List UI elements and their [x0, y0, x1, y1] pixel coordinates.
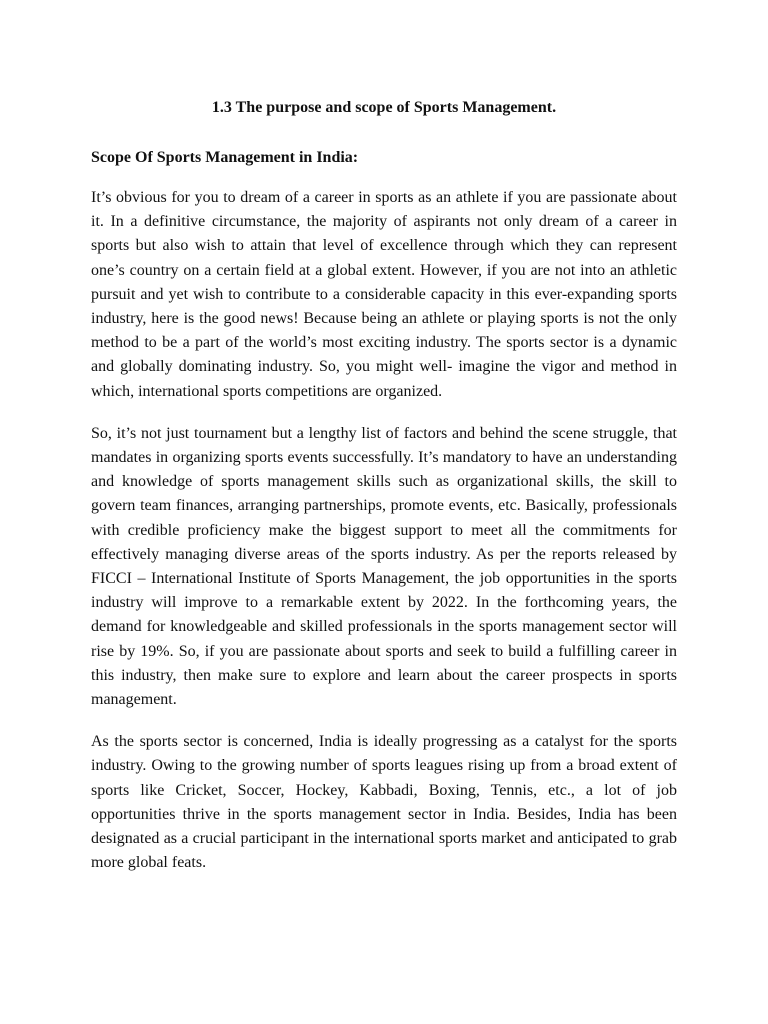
body-paragraph-1: It’s obvious for you to dream of a career in sports as an athlete if you are passionate about it. In a definitive circumstance, the majority of aspirants not only dream of a career in sports but also wish to attain that level of excellence through which they can represent one’s country on a certain field at a global extent. However, if you are not into an athletic pursuit and yet wish to contribute to a considerable capacity in this ever-expanding sports industry, here is the good news! Because being an athlete or playing sports is not the only method to be a part of the world’s most exciting industry. The sports sector is a dynamic and globally dominating industry. So, you might well- imagine the vigor and method in which, international sports competitions are organized. — [91, 189, 677, 400]
section-title: 1.3 The purpose and scope of Sports Management. — [211, 99, 557, 116]
body-paragraph-2: So, it’s not just tournament but a lengthy list of factors and behind the scene struggle, that mandates in organizing sports events successfully. It’s mandatory to have an understanding and knowledge of sports management skills such as organizational skills, the skill to govern team finances, arranging partnerships, promote events, etc. Basically, professionals with credible proficiency make the biggest support to meet all the commitments for effectively managing diverse areas of the sports industry. As per the reports released by FICCI – International Institute of Sports Management, the job opportunities in the sports industry will improve to a remarkable extent by 2022. In the forthcoming years, the demand for knowledgeable and skilled professionals in the sports management sector will rise by 19%. So, if you are passionate about sports and seek to build a fulfilling career in this industry, then make sure to explore and learn about the career prospects in sports management. — [91, 424, 677, 709]
document-page — [91, 96, 677, 875]
body-paragraph-3: As the sports sector is concerned, India is ideally progressing as a catalyst for the sports industry. Owing to the growing number of sports leagues rising up from a broad extent of sports like Cricket, Soccer, Hockey, Kabbadi, Boxing, Tennis, etc., a lot of job opportunities thrive in the sports management sector in India. Besides, India has been designated as a crucial participant in the international sports market and anticipated to grab more global feats. — [91, 733, 677, 872]
sub-heading: Scope Of Sports Management in India: — [91, 149, 359, 166]
